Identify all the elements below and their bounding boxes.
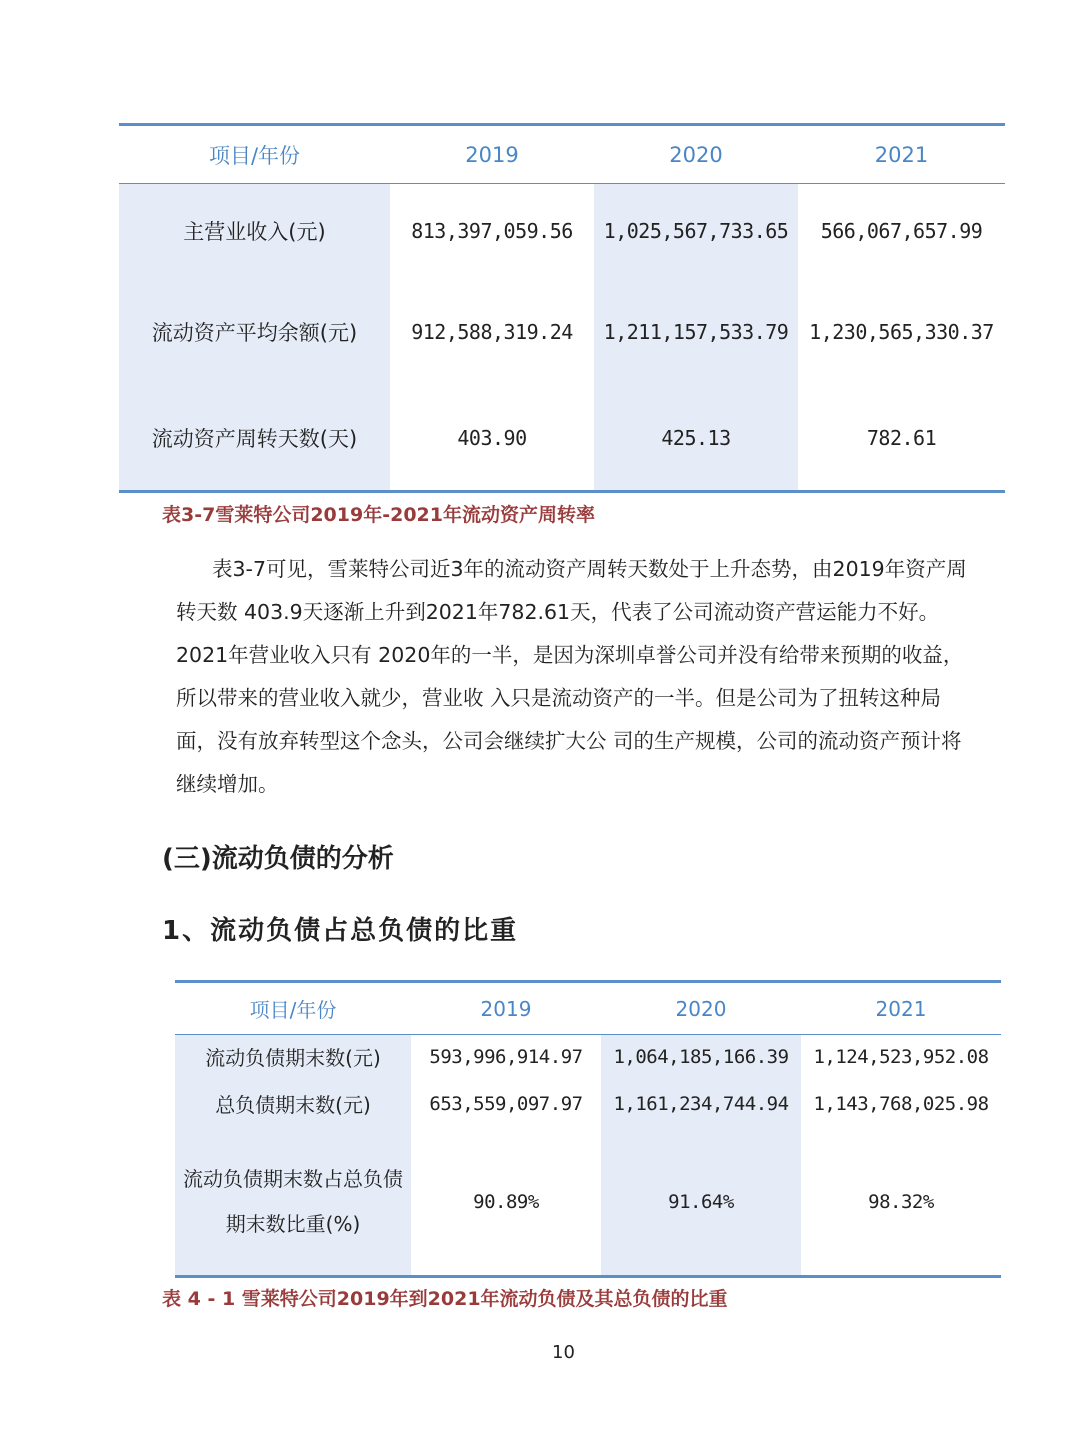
subsection-heading: 1、流动负债占总负债的比重: [162, 916, 519, 946]
cell-value: 1,161,234,744.94: [601, 1079, 801, 1129]
cell-value: 653,559,097.97: [429, 1092, 583, 1115]
table-row: [175, 1079, 1001, 1129]
table-header-row: [119, 125, 1005, 184]
header-2019: 2019: [411, 982, 601, 1035]
row-label: 流动资产周转天数(天): [119, 386, 390, 492]
cell-value: 1,230,565,330.37: [809, 319, 994, 344]
cell-value: 90.89%: [411, 1129, 601, 1277]
row-label: 流动负债期末数占总负债期末数比重(%): [183, 1166, 403, 1236]
table-row: [175, 1035, 1001, 1079]
row-label: 流动负债期末数(元): [175, 1035, 411, 1079]
cell-value: 1,124,523,952.08: [813, 1045, 989, 1068]
cell-value: 91.64%: [601, 1129, 801, 1277]
cell-value: 1,143,768,025.98: [813, 1092, 989, 1115]
cell-value: 425.13: [594, 386, 798, 492]
page-number: 10: [552, 1342, 575, 1363]
table-header-row: [175, 982, 1001, 1035]
row-label: 总负债期末数(元): [175, 1079, 411, 1129]
table-row: [119, 184, 1005, 278]
table1-caption: 表3-7雪莱特公司2019年-2021年流动资产周转率: [162, 504, 595, 526]
table-row: [119, 278, 1005, 386]
cell-value: 566,067,657.99: [820, 218, 983, 243]
cell-value: 912,588,319.24: [411, 319, 573, 344]
table-row: [119, 386, 1005, 492]
row-label: 主营业收入(元): [119, 184, 390, 278]
table2-caption: 表 4 - 1 雪莱特公司2019年到2021年流动负债及其总负债的比重: [162, 1288, 728, 1310]
header-2020: 2020: [601, 982, 801, 1035]
cell-value: 593,996,914.97: [429, 1045, 583, 1068]
cell-value: 813,397,059.56: [411, 218, 573, 243]
cell-value: 1,025,567,733.65: [594, 184, 798, 278]
body-paragraph: 表3-7可见，雪莱特公司近3年的流动资产周转天数处于上升态势，由2019年资产周转天数 403.9天逐渐上升到2021年782.61天，代表了公司流动资产营运能力不好。2021年营业收入只有 2020年的一半，是因为深圳卓誉公司并没有给带来预期的收益，所以带来的营业收入就少，营业收 入只是流动资产的一半。但是公司为了扭转这种局面，没有放弃转型这个念头，公司会继续扩大公 司的生产规模，公司的流动资产预计将继续增加。: [176, 557, 967, 796]
header-item-year: 项目/年份: [119, 125, 390, 184]
header-2020: 2020: [594, 125, 798, 184]
cell-value: 403.90: [390, 386, 594, 492]
header-2021: 2021: [801, 982, 1001, 1035]
cell-value: 1,211,157,533.79: [594, 278, 798, 386]
row-label: 流动资产平均余额(元): [119, 278, 390, 386]
header-2021: 2021: [798, 125, 1005, 184]
table-row: [175, 1129, 1001, 1277]
cell-value: 1,064,185,166.39: [601, 1035, 801, 1079]
header-item-year: 项目/年份: [175, 982, 411, 1035]
table-current-asset-turnover: [119, 123, 1005, 493]
table-current-liabilities-ratio: [175, 980, 1001, 1278]
header-2019: 2019: [390, 125, 594, 184]
cell-value: 98.32%: [801, 1129, 1001, 1277]
section-heading: (三)流动负债的分析: [162, 844, 394, 874]
cell-value: 782.61: [798, 386, 1005, 492]
